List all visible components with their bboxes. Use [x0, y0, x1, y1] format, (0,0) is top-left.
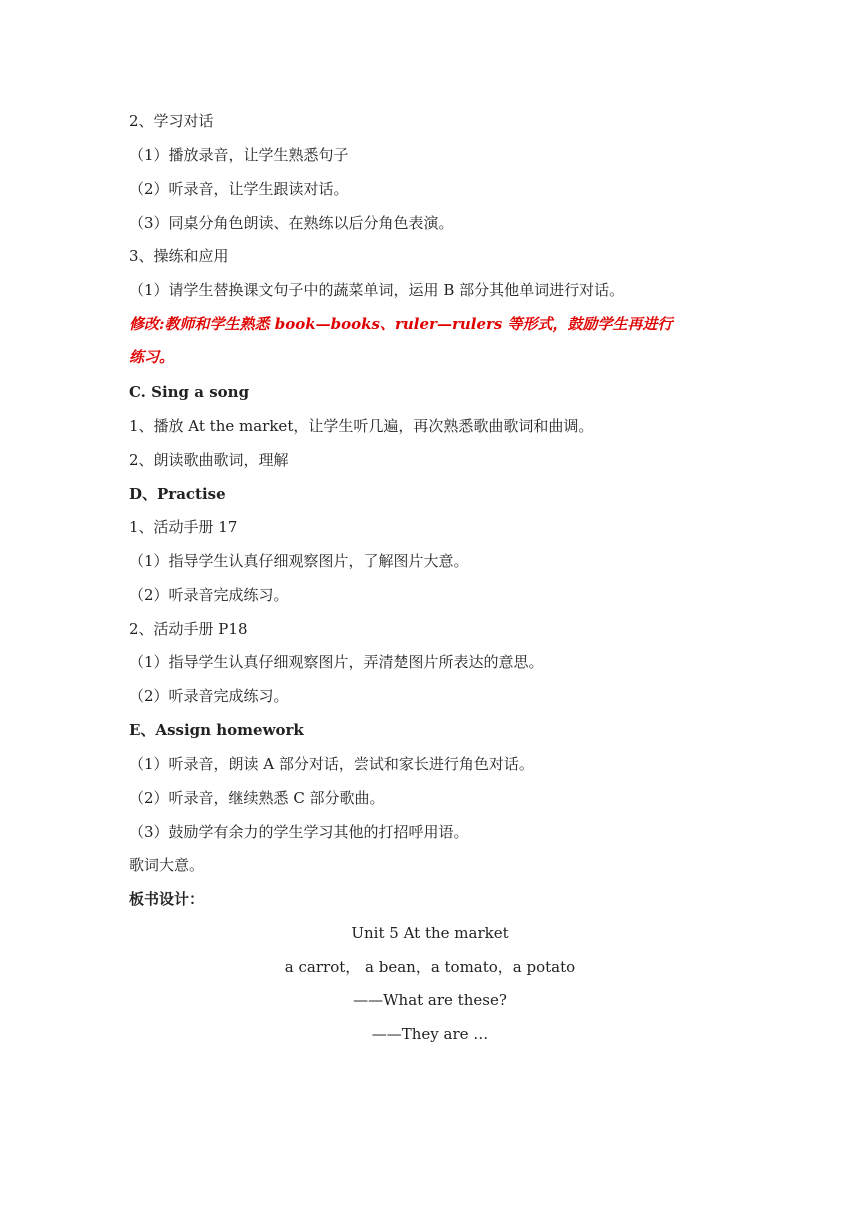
board-design-heading: 板书设计：	[129, 890, 205, 908]
step-line: 2、朗读歌曲歌词，理解	[129, 451, 289, 469]
step-line: （1）指导学生认真仔细观察图片，了解图片大意。	[129, 552, 469, 570]
section-heading-dialogue: 2、学习对话	[129, 112, 214, 130]
board-unit-title: Unit 5 At the market	[351, 924, 509, 942]
section-heading-practice: 3、操练和应用	[129, 247, 229, 265]
step-line: （2）听录音，继续熟悉 C 部分歌曲。	[129, 789, 385, 807]
step-line: 歌词大意。	[129, 856, 205, 874]
step-line: （1）听录音，朗读 A 部分对话，尝试和家长进行角色对话。	[129, 755, 534, 773]
revision-note-continued: 练习。	[129, 348, 175, 366]
board-answer: ——They are …	[371, 1025, 489, 1043]
step-line: （2）听录音，让学生跟读对话。	[129, 180, 349, 198]
section-heading-practise: D、Practise	[129, 485, 226, 503]
step-line: （2）听录音完成练习。	[129, 586, 289, 604]
step-line: （1）播放录音，让学生熟悉句子	[129, 146, 349, 164]
board-vocabulary: a carrot， a bean，a tomato，a potato	[284, 958, 576, 976]
step-line: （1）指导学生认真仔细观察图片，弄清楚图片所表达的意思。	[129, 653, 544, 671]
step-line: （1）请学生替换课文句子中的蔬菜单词，运用 B 部分其他单词进行对话。	[129, 281, 625, 299]
step-line: （3）同桌分角色朗读、在熟练以后分角色表演。	[129, 214, 454, 232]
step-line: （3）鼓励学有余力的学生学习其他的打招呼用语。	[129, 823, 469, 841]
step-line: （2）听录音完成练习。	[129, 687, 289, 705]
step-line: 1、活动手册 17	[129, 518, 238, 536]
step-line: 2、活动手册 P18	[129, 620, 248, 638]
board-question: ——What are these?	[353, 991, 507, 1009]
revision-note: 修改:教师和学生熟悉 book—books、ruler—rulers 等形式，鼓励学生再进行	[129, 315, 673, 333]
section-heading-sing: C. Sing a song	[129, 383, 250, 401]
step-line: 1、播放 At the market，让学生听几遍，再次熟悉歌曲歌词和曲调。	[129, 417, 594, 435]
section-heading-homework: E、Assign homework	[129, 721, 304, 739]
